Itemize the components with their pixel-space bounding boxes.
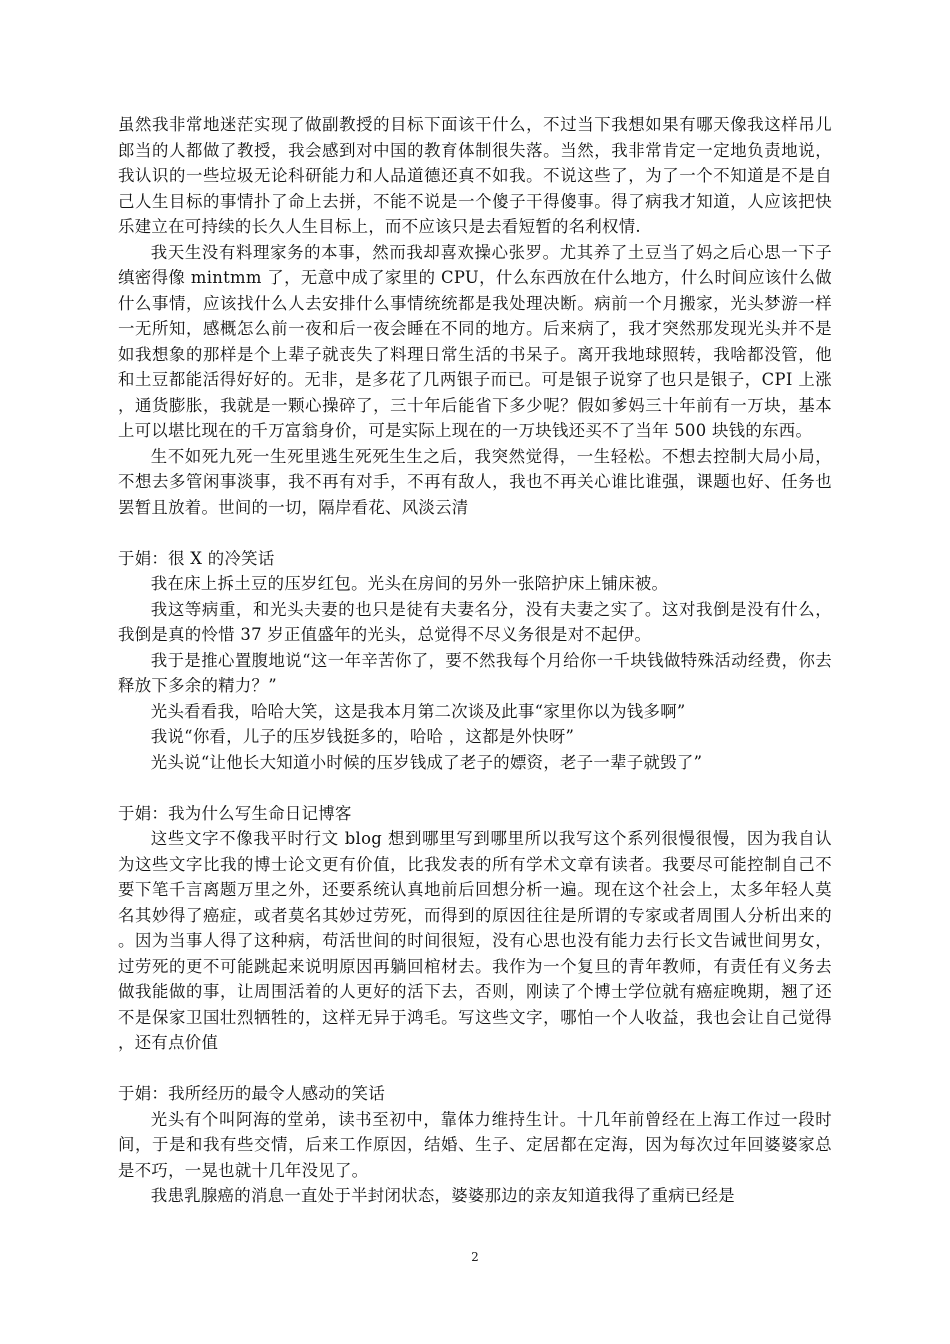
paragraph: 生不如死九死一生死里逃生死死生生之后，我突然觉得，一生轻松。不想去控制大局小局，不想去多管闲事淡事，我不再有对手，不再有敌人，我也不再关心谁比谁强，课题也好、任务也罢暂且放着。世间的一切，隔岸看花、风淡云清 bbox=[118, 446, 832, 517]
document-page bbox=[118, 112, 832, 1252]
section-touching-joke bbox=[118, 1081, 832, 1209]
paragraph: 我于是推心置腹地说“这一年辛苦你了，要不然我每个月给你一千块钱做特殊活动经费，你去释放下多余的精力？” bbox=[118, 650, 832, 695]
paragraph: 我在床上拆土豆的压岁红包。光头在房间的另外一张陪护床上铺床被。 bbox=[150, 574, 669, 593]
section-heading: 于娟：我所经历的最令人感动的笑话 bbox=[118, 1084, 386, 1103]
paragraph: 我这等病重，和光头夫妻的也只是徒有夫妻名分，没有夫妻之实了。这对我倒是没有什么，我倒是真的怜惜 37 岁正值盛年的光头，总觉得不尽义务很是对不起伊。 bbox=[118, 599, 832, 644]
section-cold-joke bbox=[118, 546, 832, 776]
paragraph: 虽然我非常地迷茫实现了做副教授的目标下面该干什么，不过当下我想如果有哪天像我这样吊儿郎当的人都做了教授，我会感到对中国的教育体制很失落。当然，我非常肯定一定地负责地说，我认识的一些垃圾无论科研能力和人品道德还真不如我。不说这些了，为了一个不知道是不是自己人生目标的事情扑了命上去拼，不能不说是一个傻子干得傻事。得了病我才知道，人应该把快乐建立在可持续的长久人生目标上，而不应该只是去看短暂的名利权情. bbox=[118, 115, 832, 236]
page-number: 2 bbox=[471, 1250, 479, 1264]
paragraph: 这些文字不像我平时行文 blog 想到哪里写到哪里所以我写这个系列很慢很慢，因为我自认为这些文字比我的博士论文更有价值，比我发表的所有学术文章有读者。我要尽可能控制自己不要下笔千言离题万里之外，还要系统认真地前后回想分析一遍。现在这个社会上，太多年轻人莫名其妙得了癌症，或者莫名其妙过劳死，而得到的原因往往是所谓的专家或者周围人分析出来的。因为当事人得了这种病，苟活世间的时间很短，没有心思也没有能力去行长文告诫世间男女，过劳死的更不可能跳起来说明原因再躺回棺材去。我作为一个复旦的青年教师，有责任有义务去做我能做的事，让周围活着的人更好的活下去，否则，刚读了个博士学位就有癌症晚期，翘了还不是保家卫国壮烈牺牲的，这样无异于鸿毛。写这些文字，哪怕一个人收益，我也会让自己觉得，还有点价值 bbox=[118, 829, 832, 1052]
paragraph: 我说“你看，儿子的压岁钱挺多的，哈哈 ，这都是外快呀” bbox=[150, 727, 575, 746]
blank-line bbox=[118, 520, 832, 546]
paragraph: 光头看看我，哈哈大笑，这是我本月第二次谈及此事“家里你以为钱多啊” bbox=[150, 701, 686, 721]
blank-line bbox=[118, 775, 832, 801]
paragraph: 我患乳腺癌的消息一直处于半封闭状态，婆婆那边的亲友知道我得了重病已经是 bbox=[150, 1186, 735, 1205]
paragraph: 光头说“让他长大知道小时候的压岁钱成了老子的嫖资，老子一辈子就毁了” bbox=[150, 752, 703, 772]
section-heading: 于娟：我为什么写生命日记博客 bbox=[118, 803, 352, 823]
paragraph: 光头有个叫阿海的堂弟，读书至初中，靠体力维持生计。十几年前曾经在上海工作过一段时间，于是和我有些交情，后来工作原因，结婚、生子、定居都在定海，因为每次过年回婆婆家总是不巧，一晃也就十几年没见了。 bbox=[118, 1109, 832, 1180]
section-intro bbox=[118, 112, 832, 520]
blank-line bbox=[118, 1056, 832, 1082]
section-why-blog bbox=[118, 801, 832, 1056]
section-heading: 于娟：很 X 的冷笑话 bbox=[118, 548, 275, 568]
paragraph: 我天生没有料理家务的本事，然而我却喜欢操心张罗。尤其养了土豆当了妈之后心思一下子缜密得像 mintmm 了，无意中成了家里的 CPU，什么东西放在什么地方，什么时间应该什么做什么事情，应该找什么人去安排什么事情统统都是我处理决断。病前一个月搬家，光头梦游一样一无所知，感概怎么前一夜和后一夜会睡在不同的地方。后来病了，我才突然那发现光头并不是如我想象的那样是个上辈子就丧失了料理日常生活的书呆子。离开我地球照转，我啥都没管，他和土豆都能活得好好的。无非，是多花了几两银子而已。可是银子说穿了也只是银子，CPI 上涨，通货膨胀，我就是一颗心操碎了，三十年后能省下多少呢？假如爹妈三十年前有一万块，基本上可以堪比现在的千万富翁身价，可是实际上现在的一万块钱还买不了当年 500 块钱的东西。 bbox=[118, 242, 832, 440]
